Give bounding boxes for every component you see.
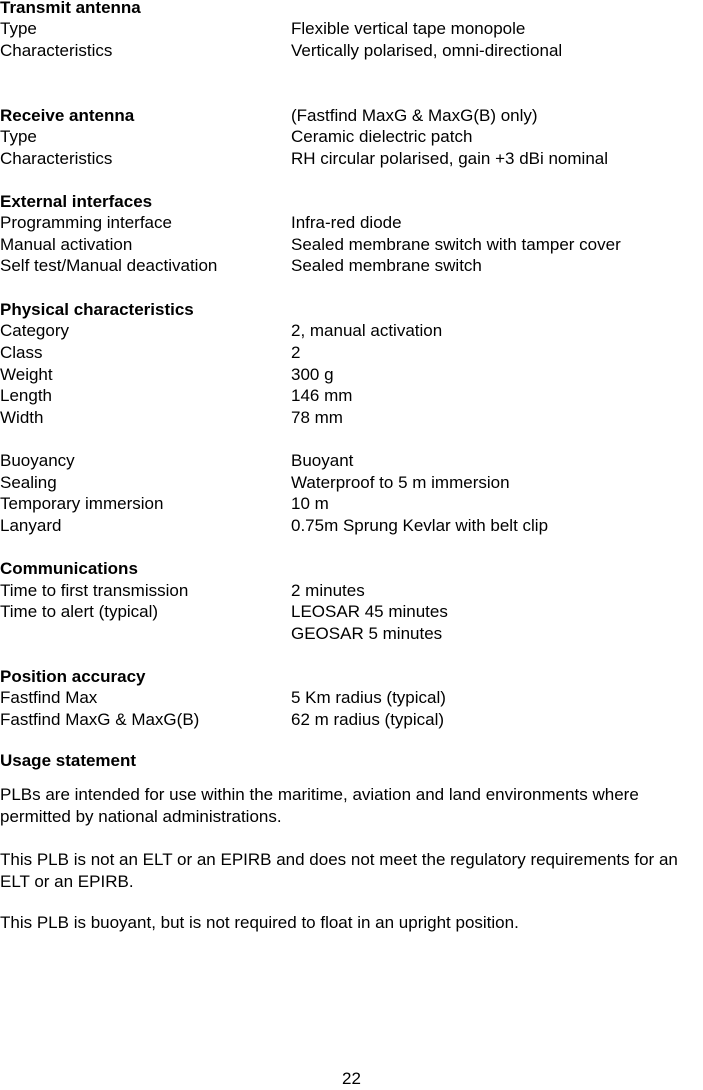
position-accuracy-heading: Position accuracy bbox=[0, 667, 146, 686]
spec-value: 10 m bbox=[291, 494, 329, 513]
spec-row bbox=[0, 407, 703, 429]
spec-label: Type bbox=[0, 19, 37, 38]
spec-label: Buoyancy bbox=[0, 451, 75, 470]
transmit-antenna-heading: Transmit antenna bbox=[0, 0, 141, 17]
spec-row bbox=[0, 18, 703, 40]
physical-heading: Physical characteristics bbox=[0, 300, 194, 319]
usage-heading-row bbox=[0, 750, 703, 772]
spec-label: Manual activation bbox=[0, 235, 133, 254]
receive-antenna-note: (Fastfind MaxG & MaxG(B) only) bbox=[291, 106, 538, 125]
spec-row bbox=[0, 234, 703, 256]
receive-antenna-heading: Receive antenna bbox=[0, 106, 135, 125]
spec-value: 78 mm bbox=[291, 408, 343, 427]
spec-row bbox=[0, 493, 703, 515]
spec-row bbox=[0, 687, 703, 709]
receive-antenna-heading-row bbox=[0, 105, 703, 127]
page-number: 22 bbox=[342, 1069, 361, 1088]
spec-label: Time to first transmission bbox=[0, 581, 189, 600]
spec-row bbox=[0, 126, 703, 148]
spec-value: 5 Km radius (typical) bbox=[291, 688, 446, 707]
spec-row bbox=[0, 450, 703, 472]
spec-label: Fastfind Max bbox=[0, 688, 98, 707]
spec-value: 2 bbox=[291, 343, 301, 362]
spec-row bbox=[0, 148, 703, 170]
spec-value: 2, manual activation bbox=[291, 321, 443, 340]
spec-label: Characteristics bbox=[0, 149, 113, 168]
spec-row bbox=[0, 515, 703, 537]
spec-value: Buoyant bbox=[291, 451, 354, 470]
spec-value: Ceramic dielectric patch bbox=[291, 127, 473, 146]
spec-label: Class bbox=[0, 343, 43, 362]
external-interfaces-heading-row bbox=[0, 191, 703, 213]
spec-value: 62 m radius (typical) bbox=[291, 710, 445, 729]
spec-row bbox=[0, 255, 703, 277]
spec-row bbox=[0, 212, 703, 234]
position-accuracy-heading-row bbox=[0, 666, 703, 688]
spec-value: LEOSAR 45 minutes bbox=[291, 602, 448, 621]
spec-row bbox=[0, 320, 703, 342]
spec-label: Fastfind MaxG & MaxG(B) bbox=[0, 710, 200, 729]
usage-heading: Usage statement bbox=[0, 751, 137, 770]
spec-row bbox=[0, 40, 703, 62]
spec-value: 300 g bbox=[291, 365, 334, 384]
spec-value: 146 mm bbox=[291, 386, 353, 405]
spec-row bbox=[0, 385, 703, 407]
spec-value: GEOSAR 5 minutes bbox=[291, 624, 443, 643]
usage-paragraph: PLBs are intended for use within the maritime, aviation and land environments where permitted by national administrations. bbox=[0, 785, 639, 826]
communications-heading: Communications bbox=[0, 559, 138, 578]
spec-value: 2 minutes bbox=[291, 581, 365, 600]
spec-label: Time to alert (typical) bbox=[0, 602, 159, 621]
spec-row bbox=[0, 342, 703, 364]
communications-heading-row bbox=[0, 558, 703, 580]
spec-row bbox=[0, 709, 703, 731]
spec-label: Width bbox=[0, 408, 44, 427]
spec-label: Weight bbox=[0, 365, 53, 384]
spec-label: Lanyard bbox=[0, 516, 62, 535]
physical-heading-row bbox=[0, 299, 703, 321]
external-interfaces-heading: External interfaces bbox=[0, 192, 153, 211]
spec-label: Characteristics bbox=[0, 41, 113, 60]
spec-label: Category bbox=[0, 321, 69, 340]
spec-label: Temporary immersion bbox=[0, 494, 164, 513]
spec-label: Programming interface bbox=[0, 213, 172, 232]
spec-label: Length bbox=[0, 386, 52, 405]
spec-label: Self test/Manual deactivation bbox=[0, 256, 218, 275]
spec-value: Vertically polarised, omni-directional bbox=[291, 41, 563, 60]
spec-row bbox=[0, 364, 703, 386]
spec-row bbox=[0, 472, 703, 494]
spec-row bbox=[0, 601, 703, 623]
spec-row bbox=[0, 580, 703, 602]
spec-value: Sealed membrane switch bbox=[291, 256, 482, 275]
spec-label: Sealing bbox=[0, 473, 57, 492]
spec-value: Sealed membrane switch with tamper cover bbox=[291, 235, 621, 254]
spec-value: 0.75m Sprung Kevlar with belt clip bbox=[291, 516, 549, 535]
transmit-antenna-heading-row bbox=[0, 0, 703, 19]
spec-value: Waterproof to 5 m immersion bbox=[291, 473, 510, 492]
spec-value: Infra-red diode bbox=[291, 213, 402, 232]
usage-paragraph: This PLB is not an ELT or an EPIRB and does not meet the regulatory requirements for an ELT or an EPIRB. bbox=[0, 850, 678, 891]
usage-paragraph: This PLB is buoyant, but is not required to float in an upright position. bbox=[0, 913, 519, 932]
spec-row bbox=[0, 623, 703, 645]
spec-value: Flexible vertical tape monopole bbox=[291, 19, 526, 38]
spec-value: RH circular polarised, gain +3 dBi nominal bbox=[291, 149, 609, 168]
spec-label: Type bbox=[0, 127, 37, 146]
